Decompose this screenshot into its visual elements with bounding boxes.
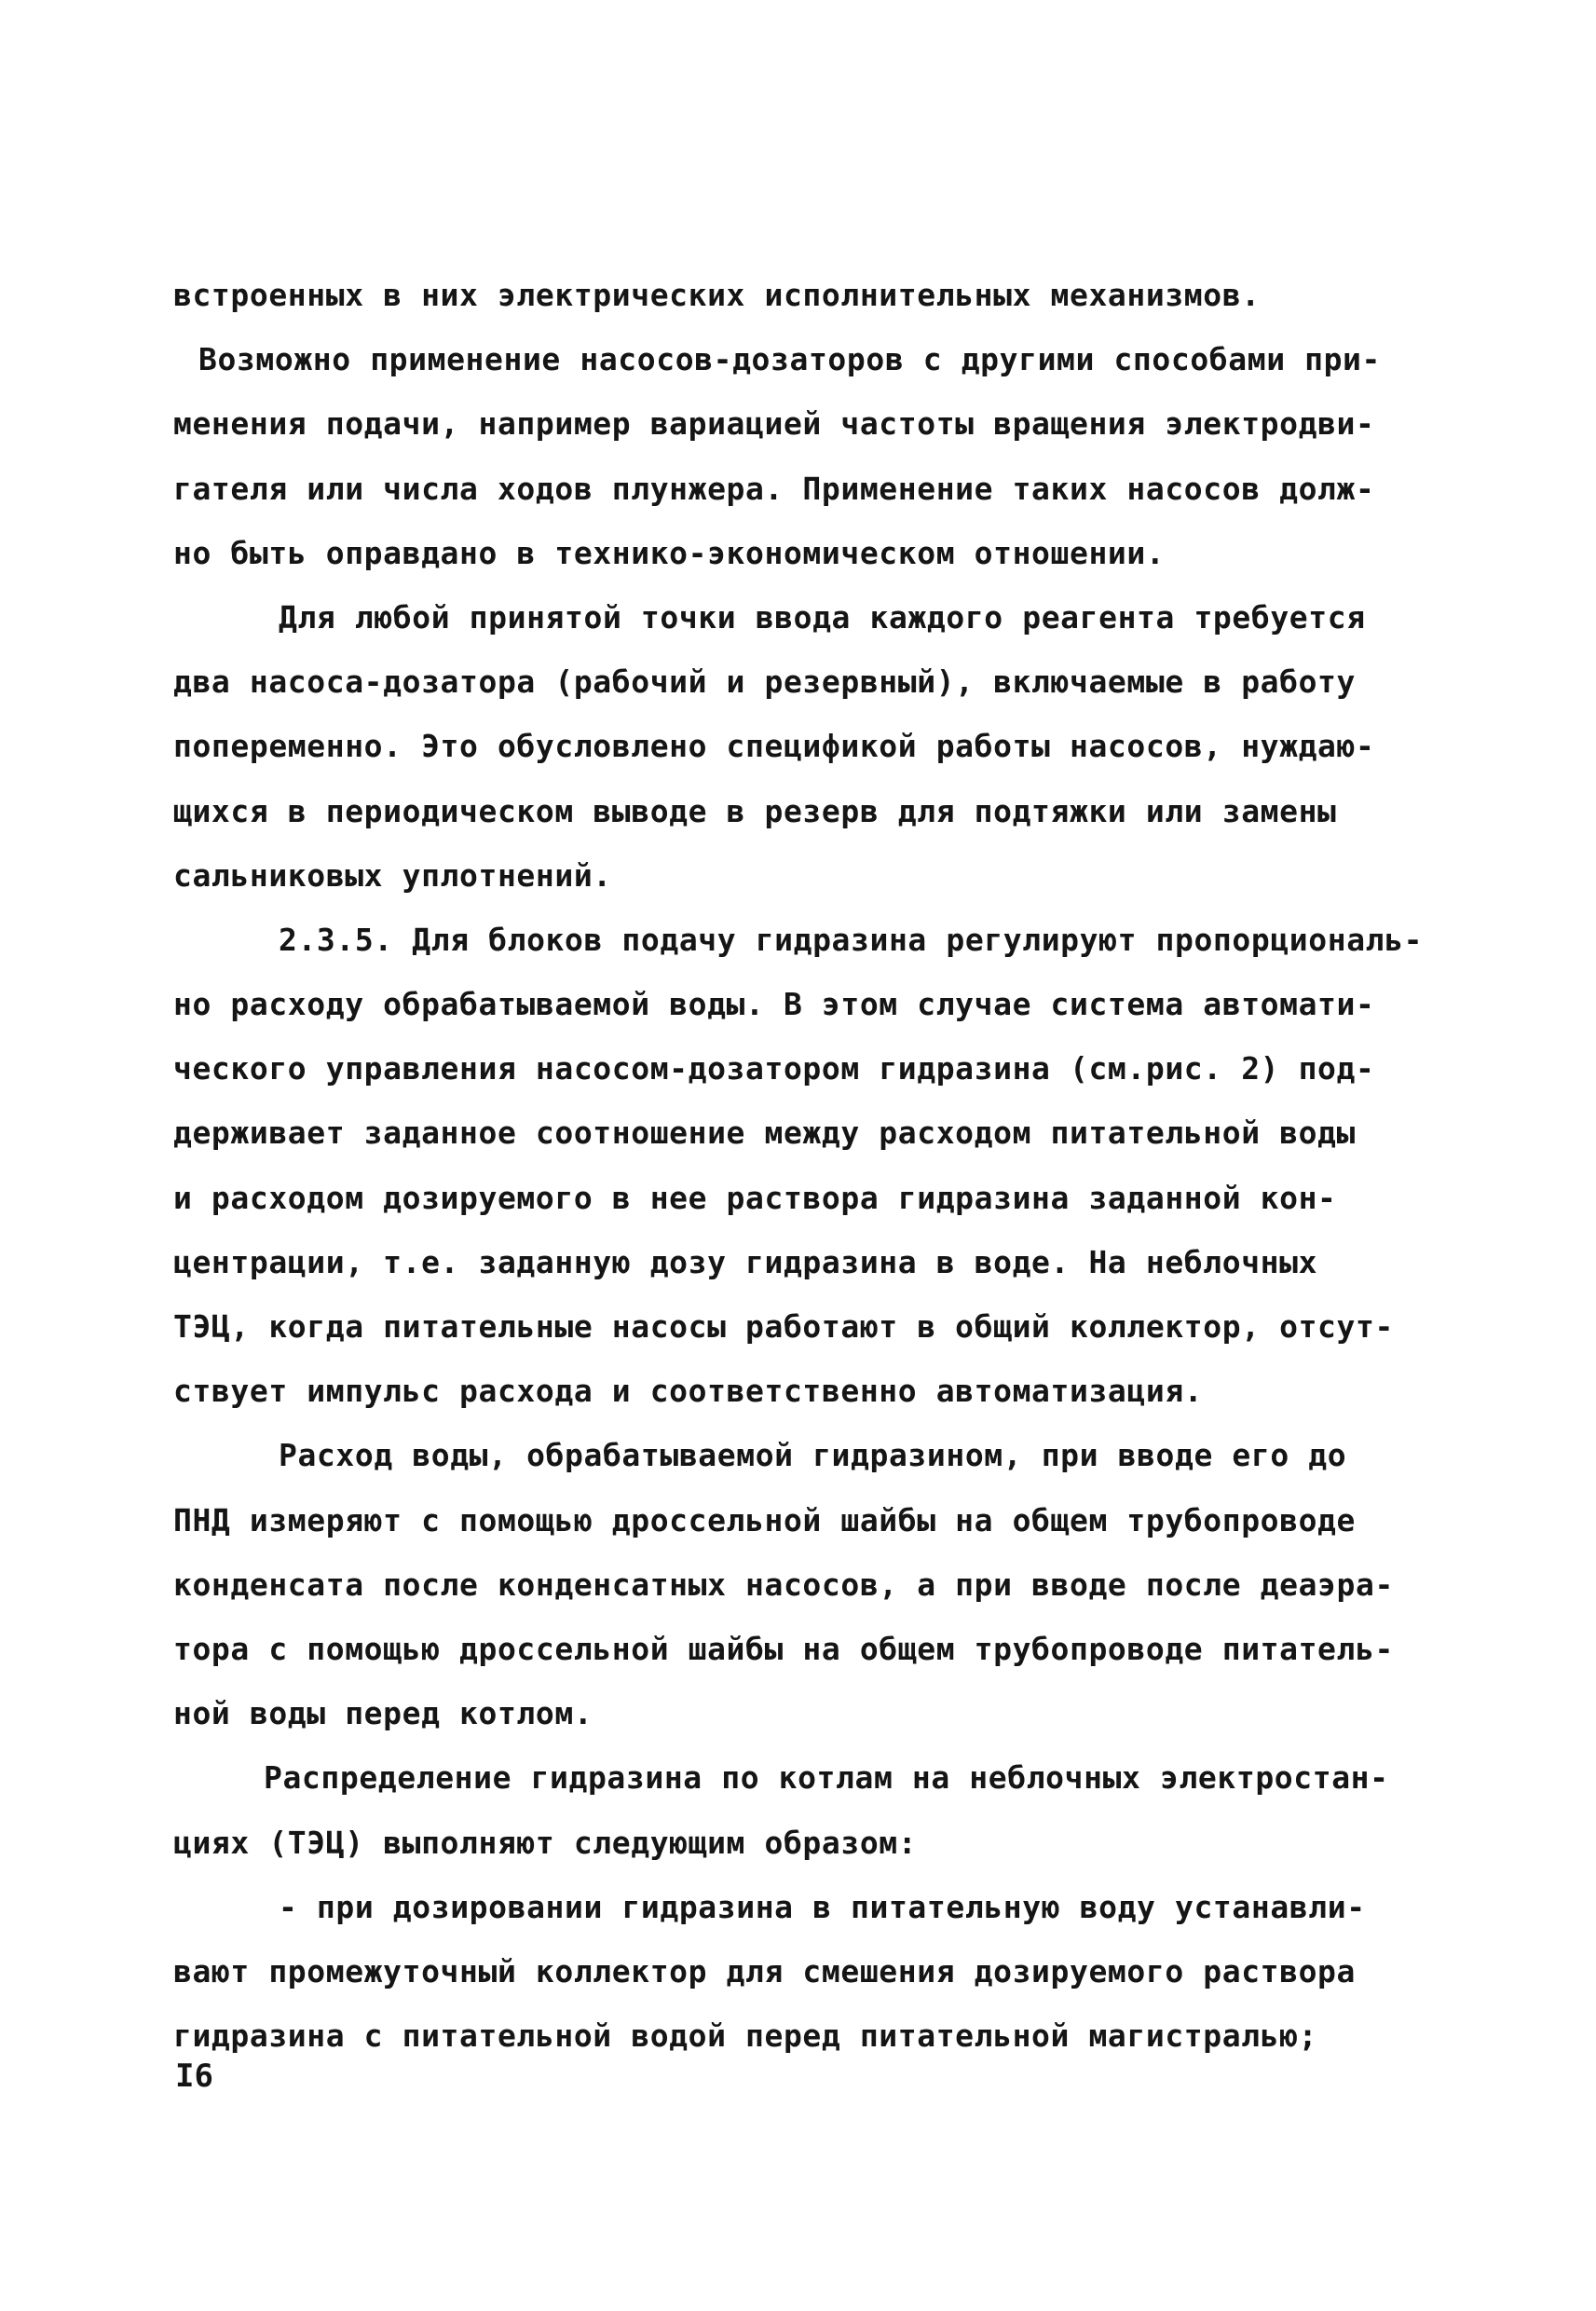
list-item: - при дозировании гидразина в питательную воду устанавли- [279, 1888, 1366, 1925]
text-line: два насоса-дозатора (рабочий и резервный), включаемые в работу [173, 663, 1356, 701]
text-line: но расходу обрабатываемой воды. В этом случае система автомати- [173, 986, 1375, 1023]
text-line: и расходом дозируемого в нее раствора гидразина заданной кон- [173, 1179, 1337, 1216]
text-line: ПНД измеряют с помощью дроссельной шайбы на общем трубопроводе [173, 1501, 1356, 1538]
text-line: тора с помощью дроссельной шайбы на общем трубопроводе питатель- [173, 1630, 1394, 1667]
text-line: Распределение гидразина по котлам на неблочных электростан- [264, 1759, 1389, 1797]
text-line: держивает заданное соотношение между расходом питательной воды [173, 1114, 1356, 1152]
section-paragraph-start: 2.3.5. Для блоков подачу гидразина регулируют пропорциональ- [279, 921, 1424, 958]
page-number: I6 [175, 2058, 213, 2095]
text-line: циях (ТЭЦ) выполняют следующим образом: [173, 1824, 918, 1861]
text-line: ной воды перед котлом. [173, 1695, 593, 1732]
text-line: щихся в периодическом выводе в резерв для подтяжки или замены [173, 792, 1337, 829]
text-line: Для любой принятой точки ввода каждого реагента требуется [279, 598, 1366, 636]
text-line: ТЭЦ, когда питательные насосы работают в общий коллектор, отсут- [173, 1308, 1394, 1345]
text-line: ствует импульс расхода и соответственно автоматизация. [173, 1373, 1204, 1410]
text-line: центрации, т.е. заданную дозу гидразина в воде. На неблочных [173, 1243, 1318, 1280]
text-line: но быть оправдано в технико-экономическом отношении. [173, 534, 1166, 571]
text-line: Возможно применение насосов-дозаторов с другими способами при- [198, 341, 1381, 378]
text-line: встроенных в них электрических исполнительных механизмов. [173, 277, 1261, 313]
text-line: гателя или числа ходов плунжера. Применение таких насосов долж- [173, 470, 1375, 507]
text-line: ческого управления насосом-дозатором гидразина (см.рис. 2) под- [173, 1050, 1375, 1087]
text-line: Расход воды, обрабатываемой гидразином, при вводе его до [279, 1437, 1347, 1474]
text-line: менения подачи, например вариацией частоты вращения электродви- [173, 405, 1375, 443]
text-line: гидразина с питательной водой перед питательной магистралью; [173, 2017, 1318, 2055]
body-text [173, 263, 1450, 2068]
text-line: попеременно. Это обусловлено спецификой работы насосов, нуждаю- [173, 728, 1375, 765]
text-line: конденсата после конденсатных насосов, а при вводе после деаэра- [173, 1566, 1394, 1603]
text-line: сальниковых уплотнений. [173, 856, 612, 894]
text-line: вают промежуточный коллектор для смешения дозируемого раствора [173, 1952, 1356, 1990]
